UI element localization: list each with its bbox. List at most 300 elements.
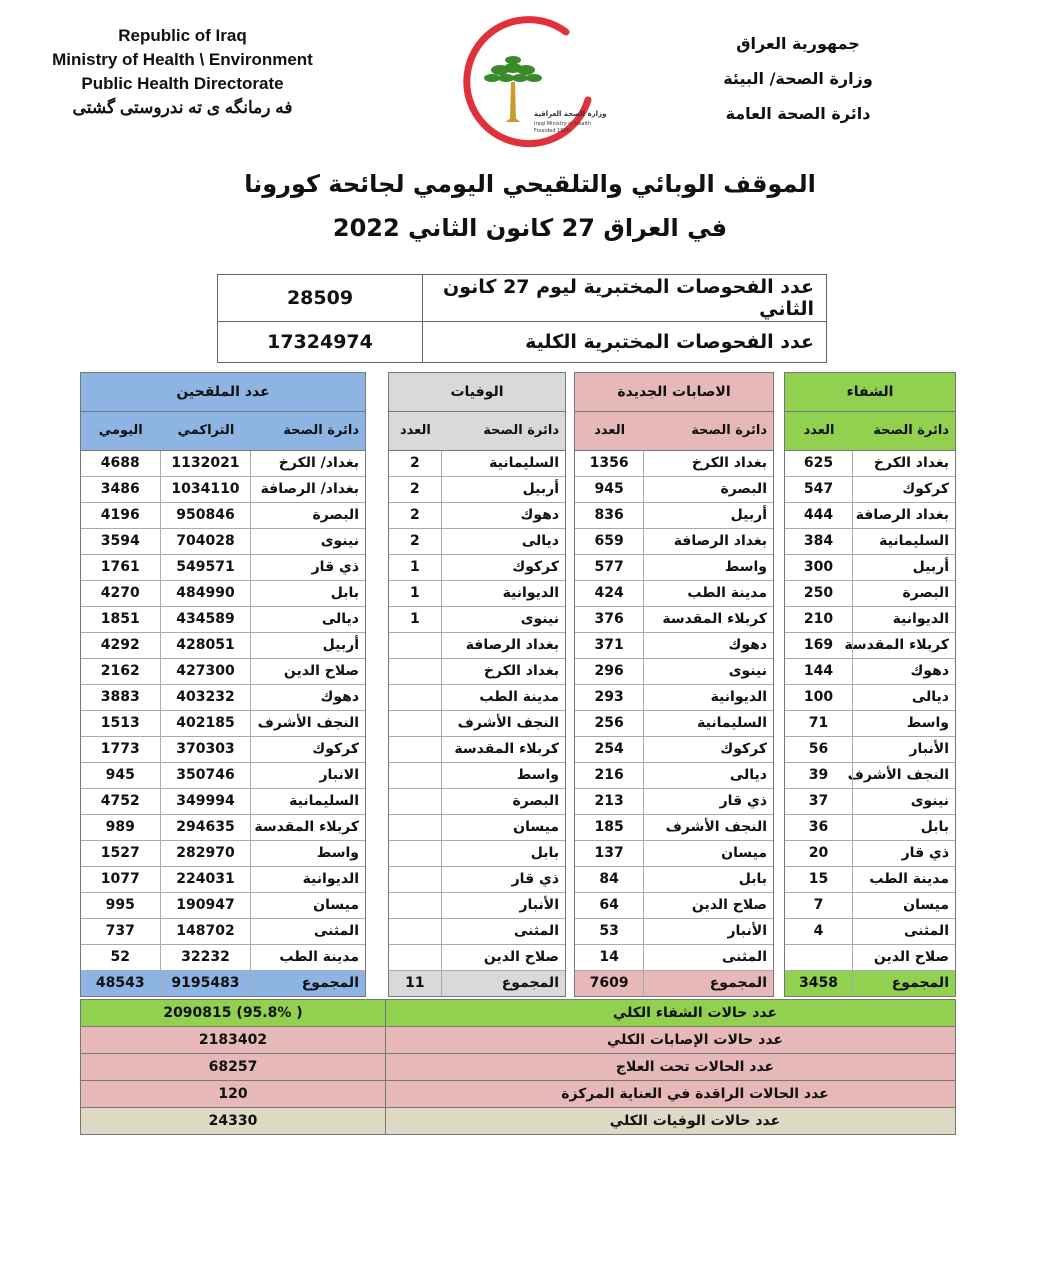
total-value: 48543: [81, 971, 161, 996]
table-row: [575, 685, 773, 711]
table-row: [389, 477, 565, 503]
table-row: [575, 737, 773, 763]
count-value: [389, 789, 442, 814]
table-row: [81, 867, 365, 893]
directorate-name: بغداد الكرخ: [873, 455, 949, 471]
count-value: 945: [81, 763, 161, 788]
count-value: 84: [575, 867, 644, 892]
table-row: [389, 815, 565, 841]
daily-tests-row: [218, 275, 827, 322]
table-row: [785, 919, 955, 945]
table-row: [81, 763, 365, 789]
count-value: [389, 711, 442, 736]
logo-text-en: Iraqi Ministry of Health: [534, 121, 592, 127]
count-value: 4: [785, 919, 853, 944]
table-row: [389, 893, 565, 919]
directorate-name: كربلاء المقدسة: [254, 819, 359, 835]
table-row: [785, 841, 955, 867]
table-row: [575, 555, 773, 581]
directorate-name: بغداد الكرخ: [483, 663, 559, 679]
count-value: 2: [389, 477, 442, 502]
count-value: 4688: [81, 451, 161, 476]
total-label: المجموع: [501, 975, 559, 991]
directorate-name: ميسان: [513, 819, 559, 835]
table-row: [81, 919, 365, 945]
directorate-name: الديوانية: [710, 689, 767, 705]
deaths-column-header: العدد: [399, 423, 431, 438]
count-value: 1034110: [161, 477, 252, 502]
deaths-header: الوفيات: [389, 373, 565, 411]
count-value: 64: [575, 893, 644, 918]
directorate-name: أربيل: [730, 507, 767, 523]
header-ar-line: دائرة الصحة العامة: [725, 104, 871, 123]
count-value: 434589: [161, 607, 252, 632]
count-value: 185: [575, 815, 644, 840]
count-value: [389, 893, 442, 918]
vaccinated-header: عدد الملقحين: [81, 373, 365, 411]
count-value: [389, 841, 442, 866]
count-value: 3486: [81, 477, 161, 502]
count-value: 444: [785, 503, 853, 528]
daily-tests-value: 28509: [218, 275, 423, 322]
table-row: [81, 893, 365, 919]
vaccinated-column-header: اليومي: [98, 423, 143, 438]
count-value: 403232: [161, 685, 252, 710]
header-en-line: Republic of Iraq: [118, 26, 247, 45]
summary-row: [81, 1054, 956, 1081]
directorate-name: النجف الأشرف: [665, 819, 767, 835]
count-value: 169: [785, 633, 853, 658]
total-value: 11: [389, 971, 442, 996]
count-value: 300: [785, 555, 853, 580]
directorate-name: دهوك: [320, 689, 359, 705]
table-row: [81, 529, 365, 555]
directorate-name: واسط: [906, 715, 949, 731]
count-value: 20: [785, 841, 853, 866]
table-row: [81, 945, 365, 971]
directorate-name: كركوك: [512, 559, 559, 575]
count-value: 1761: [81, 555, 161, 580]
vaccinated-column-header: التراكمي: [177, 423, 235, 438]
count-value: 2: [389, 451, 442, 476]
count-value: 36: [785, 815, 853, 840]
summary-row: [81, 1081, 956, 1108]
count-value: [389, 659, 442, 684]
table-row: [785, 555, 955, 581]
directorate-name: بغداد الرصافة: [465, 637, 559, 653]
count-value: 56: [785, 737, 853, 762]
directorate-name: ذي قار: [311, 559, 359, 575]
table-row: [575, 711, 773, 737]
directorate-name: صلاح الدين: [691, 897, 767, 913]
count-value: 3594: [81, 529, 161, 554]
directorate-name: السليمانية: [697, 715, 767, 731]
directorate-name: الأنبار: [519, 897, 559, 913]
new-cases-table: [574, 372, 774, 997]
count-value: 1132021: [161, 451, 252, 476]
table-row: [81, 451, 365, 477]
count-value: 282970: [161, 841, 252, 866]
table-row: [785, 685, 955, 711]
count-value: 1513: [81, 711, 161, 736]
count-value: 625: [785, 451, 853, 476]
summary-label: عدد حالات الوفيات الكلي: [386, 1108, 956, 1135]
table-row: [575, 503, 773, 529]
count-value: 1077: [81, 867, 161, 892]
deaths-column-headers: [389, 411, 565, 451]
table-row: [81, 555, 365, 581]
total-tests-row: [218, 322, 827, 363]
count-value: 32232: [161, 945, 252, 970]
directorate-name: بابل: [920, 819, 949, 835]
total-value: 7609: [575, 971, 644, 996]
count-value: 1527: [81, 841, 161, 866]
count-value: [389, 919, 442, 944]
directorate-name: المثنى: [903, 923, 949, 939]
table-row: [81, 503, 365, 529]
table-row: [575, 893, 773, 919]
summary-row: [81, 1027, 956, 1054]
table-row: [785, 867, 955, 893]
table-row: [575, 919, 773, 945]
table-row: [575, 815, 773, 841]
directorate-name: دهوك: [728, 637, 767, 653]
directorate-name: نينوى: [320, 533, 359, 549]
table-row: [389, 581, 565, 607]
count-value: 2162: [81, 659, 161, 684]
vaccinated-total-row: [81, 971, 365, 996]
cases-column-header: دائرة الصحة: [691, 423, 767, 438]
count-value: [785, 945, 853, 970]
table-row: [389, 659, 565, 685]
vaccinated-table: [80, 372, 366, 997]
table-row: [575, 607, 773, 633]
directorate-name: مدينة الطب: [479, 689, 559, 705]
count-value: 384: [785, 529, 853, 554]
count-value: 210: [785, 607, 853, 632]
report-subtitle: في العراق 27 كانون الثاني 2022: [332, 214, 728, 242]
directorate-name: دهوك: [910, 663, 949, 679]
header-en-line: Public Health Directorate: [81, 74, 284, 93]
directorate-name: ذي قار: [901, 845, 949, 861]
summary-value: 2183402: [81, 1027, 386, 1054]
directorate-name: صلاح الدين: [873, 949, 949, 965]
summary-label: عدد حالات الشفاء الكلي: [386, 1000, 956, 1027]
count-value: 989: [81, 815, 161, 840]
count-value: 424: [575, 581, 644, 606]
summary-label: عدد الحالات الراقدة في العناية المركزة: [386, 1081, 956, 1108]
summary-label: عدد الحالات تحت العلاج: [386, 1054, 956, 1081]
directorate-name: ميسان: [721, 845, 767, 861]
count-value: 402185: [161, 711, 252, 736]
cases-header: الاصابات الجديدة: [575, 373, 773, 411]
count-value: 190947: [161, 893, 252, 918]
count-value: 137: [575, 841, 644, 866]
count-value: 428051: [161, 633, 252, 658]
count-value: 256: [575, 711, 644, 736]
table-row: [389, 607, 565, 633]
directorate-name: ذي قار: [511, 871, 559, 887]
table-row: [389, 451, 565, 477]
total-label: المجموع: [891, 975, 949, 991]
count-value: 254: [575, 737, 644, 762]
table-row: [785, 503, 955, 529]
table-row: [575, 633, 773, 659]
recovery-table: [784, 372, 956, 997]
count-value: 484990: [161, 581, 252, 606]
directorate-name: بغداد/ الرصافة: [260, 481, 359, 497]
count-value: 950846: [161, 503, 252, 528]
directorate-name: المثنى: [513, 923, 559, 939]
table-row: [81, 477, 365, 503]
table-row: [785, 529, 955, 555]
count-value: [389, 945, 442, 970]
table-row: [785, 451, 955, 477]
table-row: [389, 711, 565, 737]
directorate-name: أربيل: [912, 559, 949, 575]
table-row: [389, 841, 565, 867]
directorate-name: أربيل: [522, 481, 559, 497]
table-row: [785, 893, 955, 919]
directorate-name: كربلاء المقدسة: [454, 741, 559, 757]
recovery-total-row: [785, 971, 955, 996]
summary-value: ( 95.8%) 2090815: [81, 1000, 386, 1027]
count-value: 836: [575, 503, 644, 528]
count-value: [389, 815, 442, 840]
table-row: [389, 789, 565, 815]
cases-column-headers: [575, 411, 773, 451]
count-value: 577: [575, 555, 644, 580]
directorate-name: واسط: [316, 845, 359, 861]
summary-value: 24330: [81, 1108, 386, 1135]
directorate-name: بغداد الرصافة: [673, 533, 767, 549]
count-value: 15: [785, 867, 853, 892]
count-value: 737: [81, 919, 161, 944]
header-en-line: Ministry of Health \ Environment: [52, 50, 313, 69]
directorate-name: الأنبار: [727, 923, 767, 939]
total-tests-label: عدد الفحوصات المختبرية الكلية: [423, 322, 827, 363]
count-value: 350746: [161, 763, 252, 788]
table-row: [785, 659, 955, 685]
count-value: 39: [785, 763, 853, 788]
directorate-name: بغداد الرصافة: [855, 507, 949, 523]
total-label: المجموع: [301, 975, 359, 991]
cases-column-header: العدد: [594, 423, 626, 438]
table-row: [389, 503, 565, 529]
table-row: [785, 711, 955, 737]
count-value: 144: [785, 659, 853, 684]
vaccinated-column-headers: [81, 411, 365, 451]
directorate-name: ديالى: [321, 611, 359, 627]
table-row: [389, 737, 565, 763]
table-row: [81, 711, 365, 737]
table-row: [575, 477, 773, 503]
table-row: [389, 945, 565, 971]
count-value: 213: [575, 789, 644, 814]
directorate-name: البصرة: [312, 507, 359, 523]
lab-tests-table: [217, 274, 827, 363]
count-value: 52: [81, 945, 161, 970]
table-row: [389, 685, 565, 711]
table-row: [81, 815, 365, 841]
directorate-name: الديوانية: [892, 611, 949, 627]
count-value: 100: [785, 685, 853, 710]
count-value: 148702: [161, 919, 252, 944]
table-row: [785, 789, 955, 815]
table-row: [81, 633, 365, 659]
table-row: [81, 685, 365, 711]
table-row: [575, 451, 773, 477]
deaths-column-header: دائرة الصحة: [483, 423, 559, 438]
table-row: [785, 945, 955, 971]
directorate-name: بابل: [330, 585, 359, 601]
count-value: 4292: [81, 633, 161, 658]
count-value: [389, 633, 442, 658]
count-value: [389, 737, 442, 762]
count-value: 4196: [81, 503, 161, 528]
deaths-total-row: [389, 971, 565, 996]
table-row: [81, 607, 365, 633]
count-value: 659: [575, 529, 644, 554]
table-row: [785, 763, 955, 789]
count-value: 1773: [81, 737, 161, 762]
table-row: [575, 841, 773, 867]
directorate-name: بابل: [530, 845, 559, 861]
table-row: [389, 763, 565, 789]
table-row: [785, 581, 955, 607]
directorate-name: دهوك: [520, 507, 559, 523]
count-value: 224031: [161, 867, 252, 892]
directorate-name: نينوى: [520, 611, 559, 627]
logo-founded: Founded 1920: [534, 128, 570, 134]
count-value: 349994: [161, 789, 252, 814]
ministry-logo: [438, 10, 607, 140]
count-value: 2: [389, 503, 442, 528]
table-row: [575, 945, 773, 971]
count-value: [389, 763, 442, 788]
table-row: [81, 841, 365, 867]
table-row: [575, 581, 773, 607]
count-value: 945: [575, 477, 644, 502]
recovery-column-header: دائرة الصحة: [873, 423, 949, 438]
directorate-name: النجف الأشرف: [457, 715, 559, 731]
directorate-name: صلاح الدين: [483, 949, 559, 965]
directorate-name: كربلاء المقدسة: [662, 611, 767, 627]
directorate-name: واسط: [516, 767, 559, 783]
directorate-name: ديالى: [911, 689, 949, 705]
directorate-name: بغداد الكرخ: [691, 455, 767, 471]
directorate-name: ذي قار: [719, 793, 767, 809]
recovery-header: الشفاء: [785, 373, 955, 411]
table-row: [575, 867, 773, 893]
logo-text-ar: وزارة الصحة العراقية: [534, 110, 607, 118]
summary-value: 120: [81, 1081, 386, 1108]
directorate-name: ديالى: [521, 533, 559, 549]
directorate-name: النجف الأشرف: [257, 715, 359, 731]
directorate-name: كركوك: [312, 741, 359, 757]
directorate-name: مدينة الطب: [687, 585, 767, 601]
count-value: 1: [389, 581, 442, 606]
table-row: [575, 529, 773, 555]
total-value: 9195483: [161, 971, 252, 996]
directorate-name: السليمانية: [289, 793, 359, 809]
directorate-name: الأنبار: [909, 741, 949, 757]
directorate-name: البصرة: [512, 793, 559, 809]
directorate-name: ديالى: [729, 767, 767, 783]
directorate-name: النجف الأشرف: [847, 767, 949, 783]
report-title: الموقف الوبائي والتلقيحي اليومي لجائحة كورونا: [244, 170, 816, 198]
header-ar-line: وزارة الصحة/ البيئة: [723, 69, 873, 88]
count-value: 7: [785, 893, 853, 918]
count-value: 1: [389, 555, 442, 580]
table-row: [81, 789, 365, 815]
directorate-name: الانبار: [319, 767, 359, 783]
summary-table: [80, 999, 956, 1135]
count-value: 2: [389, 529, 442, 554]
table-row: [785, 477, 955, 503]
count-value: 293: [575, 685, 644, 710]
count-value: [389, 685, 442, 710]
directorate-name: المثنى: [721, 949, 767, 965]
deaths-table: [388, 372, 566, 997]
directorate-name: الديوانية: [502, 585, 559, 601]
directorate-name: نينوى: [910, 793, 949, 809]
table-row: [575, 659, 773, 685]
directorate-name: كربلاء المقدسة: [844, 637, 949, 653]
directorate-name: صلاح الدين: [283, 663, 359, 679]
directorate-name: ميسان: [903, 897, 949, 913]
directorate-name: السليمانية: [879, 533, 949, 549]
table-row: [81, 737, 365, 763]
table-row: [389, 529, 565, 555]
count-value: 371: [575, 633, 644, 658]
table-row: [389, 867, 565, 893]
cases-total-row: [575, 971, 773, 996]
directorate-name: بابل: [738, 871, 767, 887]
table-row: [575, 789, 773, 815]
table-row: [785, 815, 955, 841]
header-ar-line: جمهورية العراق: [736, 34, 860, 53]
table-row: [785, 607, 955, 633]
count-value: 296: [575, 659, 644, 684]
table-row: [575, 763, 773, 789]
count-value: 1851: [81, 607, 161, 632]
vaccinated-column-header: دائرة الصحة: [283, 423, 359, 438]
directorate-name: البصرة: [902, 585, 949, 601]
directorate-name: كركوك: [902, 481, 949, 497]
count-value: 53: [575, 919, 644, 944]
count-value: 3883: [81, 685, 161, 710]
summary-label: عدد حالات الإصابات الكلي: [386, 1027, 956, 1054]
table-row: [81, 581, 365, 607]
count-value: 4752: [81, 789, 161, 814]
table-row: [81, 659, 365, 685]
count-value: 549571: [161, 555, 252, 580]
directorate-name: الديوانية: [302, 871, 359, 887]
count-value: 427300: [161, 659, 252, 684]
count-value: 1: [389, 607, 442, 632]
directorate-name: واسط: [724, 559, 767, 575]
directorate-name: مدينة الطب: [279, 949, 359, 965]
header-arabic: [688, 26, 908, 131]
table-row: [389, 555, 565, 581]
table-row: [389, 919, 565, 945]
count-value: 370303: [161, 737, 252, 762]
directorate-name: كركوك: [720, 741, 767, 757]
total-tests-value: 17324974: [218, 322, 423, 363]
summary-row: [81, 1108, 956, 1135]
directorate-name: البصرة: [720, 481, 767, 497]
